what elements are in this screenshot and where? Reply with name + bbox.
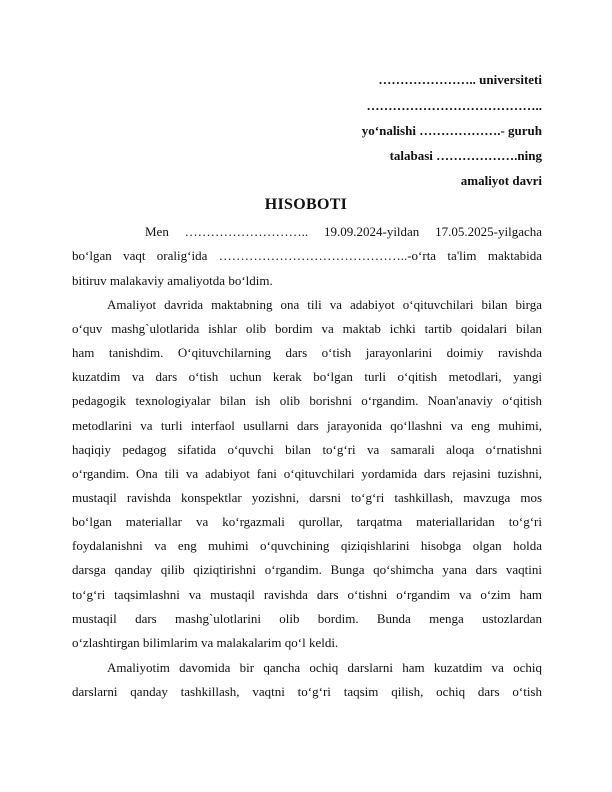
paragraph-line: bo‘lgan materiallar va ko‘rgazmali qurollar, tarqatma materiallaridan to‘g‘ri xyxy=(72,514,542,529)
paragraph-line: darsga qanday qilib qiziqtirishni o‘rgandim. Bunga qo‘shimcha yana dars vaqtini xyxy=(72,562,542,577)
header-faculty: ………………………………….. xyxy=(366,98,542,113)
paragraph-line: haqiqiy pedagog sifatida o‘quvchi bilan to‘g‘ri va samarali aloqa o‘rnatishni xyxy=(72,442,542,457)
header-university: ………………….. universiteti xyxy=(378,72,542,87)
header-student: talabasi ……………….ning xyxy=(389,148,542,163)
document-title: HISOBOTI xyxy=(264,196,348,213)
paragraph-line: Amaliyotim davomida bir qancha ochiq darslarni ham kuzatdim va ochiq xyxy=(107,660,542,675)
paragraph-line: darslarni qanday tashkillash, vaqtni to‘g‘ri taqsim qilish, ochiq dars o‘tish xyxy=(72,684,542,699)
paragraph-line: mustaqil dars mashg`ulotlarini olib bordim. Bunda menga ustozlardan xyxy=(72,611,542,626)
paragraph-line: Amaliyot davrida maktabning ona tili va adabiyot o‘qituvchilari bilan birga xyxy=(107,297,542,312)
paragraph-line: o‘zlashtirgan bilimlarim va malakalarim qo‘l keldi. xyxy=(72,635,339,650)
paragraph-line: mustaqil ravishda konspektlar yozishni, darsni to‘g‘ri tashkillash, mavzuga mos xyxy=(72,490,542,505)
paragraph-line: o‘quv mashg`ulotlarida ishlar olib bordim va maktab ichki tartib qoidalari bilan xyxy=(72,321,542,336)
paragraph-line: o‘rgandim. Ona tili va adabiyot fani o‘qituvchilari yordamida dars rejasini tuzishni, xyxy=(72,466,542,481)
intro-line: bo‘lgan vaqt oralig‘ida ……………………………………..-o‘rta ta'lim maktabida xyxy=(72,248,542,263)
paragraph-line: metodlarini va turli interfaol usullarni dars jarayonida qo‘llashni va eng muhimi, xyxy=(72,418,542,433)
paragraph-line: foydalanishni va eng muhimi o‘quvchining qiziqishlarini hisobga olgan holda xyxy=(72,538,542,553)
intro-line: bitiruv malakaviy amaliyotda bo‘ldim. xyxy=(72,273,273,288)
header-group: yo‘nalishi ……………….- guruh xyxy=(361,123,542,138)
paragraph-line: to‘g‘ri taqsimlashni va mustaqil ravishda dars o‘tishni o‘rgandim va o‘zim ham xyxy=(72,587,542,602)
paragraph-line: pedagogik texnologiyalar bilan ish olib borishni o‘rgandim. Noan'anaviy o‘qitish xyxy=(72,393,542,408)
paragraph-line: kuzatdim va dars o‘tish uchun kerak bo‘lgan turli o‘qitish metodlari, yangi xyxy=(72,369,542,384)
paragraph-line: ham tanishdim. O‘qituvchilarning dars o‘tish jarayonlarini doimiy ravishda xyxy=(72,345,542,360)
header-practice: amaliyot davri xyxy=(460,173,542,188)
intro-line: Men ……………………….. 19.09.2024-yildan 17.05.2025-yilgacha xyxy=(145,224,542,239)
